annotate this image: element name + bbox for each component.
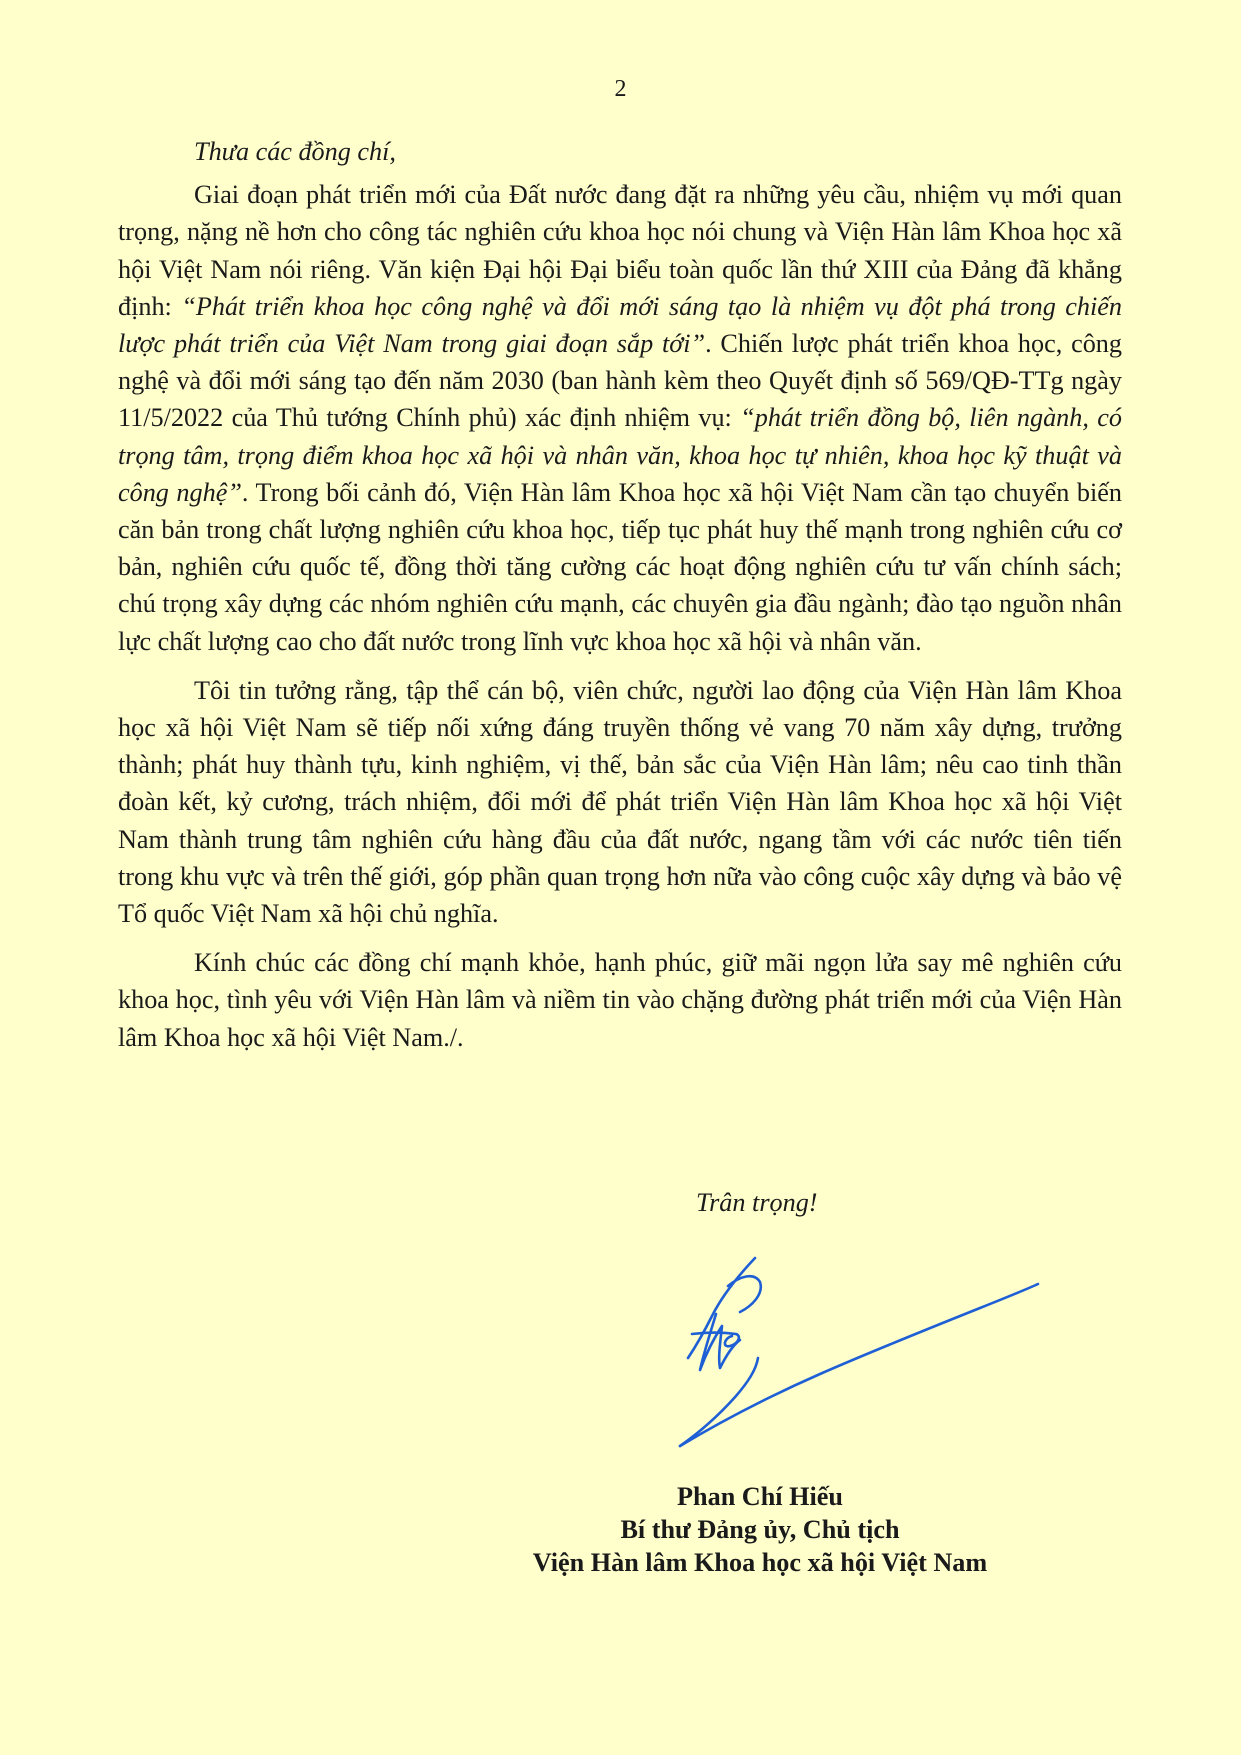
closing-line: Trân trọng!: [696, 1188, 818, 1217]
signer-block: [440, 1480, 1080, 1579]
letter-body: [118, 133, 1122, 1068]
paragraph-2: Tôi tin tưởng rằng, tập thể cán bộ, viên chức, người lao động của Viện Hàn lâm Khoa học xã hội Việt Nam sẽ tiếp nối xứng đáng truyền thống vẻ vang 70 năm xây dựng, trưởng thành; phát huy thành tựu, kinh nghiệm, vị thế, bản sắc của Viện Hàn lâm; nêu cao tinh thần đoàn kết, kỷ cương, trách nhiệm, đổi mới để phát triển Viện Hàn lâm Khoa học xã hội Việt Nam thành trung tâm nghiên cứu hàng đầu của đất nước, ngang tầm với các nước tiên tiến trong khu vực và trên thế giới, góp phần quan trọng hơn nữa vào công cuộc xây dựng và bảo vệ Tổ quốc Việt Nam xã hội chủ nghĩa.: [118, 675, 1122, 929]
paragraph-1-text-b: . Chiến lược phát triển khoa học, công nghệ và đổi mới sáng tạo đến năm 2030 (ban hành kèm theo Quyết định số 569/QĐ-TTg ngày 11/5/2022 của Thủ tướng Chính phủ) xác định nhiệm vụ:: [118, 329, 1122, 433]
signer-title: Bí thư Đảng ủy, Chủ tịch: [620, 1515, 900, 1544]
paragraph-3: Kính chúc các đồng chí mạnh khỏe, hạnh phúc, giữ mãi ngọn lửa say mê nghiên cứu khoa học, tình yêu với Viện Hàn lâm và niềm tin vào chặng đường phát triển mới của Viện Hàn lâm Khoa học xã hội Việt Nam./.: [118, 948, 1122, 1052]
paragraph-1-text-c: . Trong bối cảnh đó, Viện Hàn lâm Khoa học xã hội Việt Nam cần tạo chuyển biến căn bản trong chất lượng nghiên cứu khoa học, tiếp tục phát huy thế mạnh trong nghiên cứu cơ bản, nghiên cứu quốc tế, đồng thời tăng cường các hoạt động nghiên cứu tư vấn chính sách; chú trọng xây dựng các nhóm nghiên cứu mạnh, các chuyên gia đầu ngành; đào tạo nguồn nhân lực chất lượng cao cho đất nước trong lĩnh vực khoa học xã hội và nhân văn.: [118, 477, 1122, 656]
paragraph-1-quote-1: “Phát triển khoa học công nghệ và đổi mới sáng tạo là nhiệm vụ đột phá trong chiến lược phát triển của Việt Nam trong giai đoạn sắp tới”: [118, 291, 1122, 359]
salutation: Thưa các đồng chí,: [194, 137, 396, 166]
page-number: 2: [614, 76, 627, 102]
paragraph-1-quote-2: “phát triển đồng bộ, liên ngành, có trọng tâm, trọng điểm khoa học xã hội và nhân văn, khoa học tự nhiên, khoa học kỹ thuật và công nghệ”: [118, 403, 1122, 507]
signer-organization: Viện Hàn lâm Khoa học xã hội Việt Nam: [532, 1548, 988, 1577]
handwritten-signature: [660, 1246, 1050, 1456]
signature-stroke-5: [680, 1284, 1038, 1446]
paragraph-1-text-a: Giai đoạn phát triển mới của Đất nước đang đặt ra những yêu cầu, nhiệm vụ mới quan trọng, nặng nề hơn cho công tác nghiên cứu khoa học nói chung và Viện Hàn lâm Khoa học xã hội Việt Nam nói riêng. Văn kiện Đại hội Đại biểu toàn quốc lần thứ XIII của Đảng đã khẳng định:: [118, 180, 1122, 321]
paragraph-1: [118, 176, 1122, 660]
signature-stroke-2: [700, 1314, 740, 1370]
signer-name: Phan Chí Hiếu: [677, 1482, 843, 1511]
signature-stroke-4: [728, 1276, 761, 1312]
signature-stroke-6: [680, 1358, 758, 1446]
